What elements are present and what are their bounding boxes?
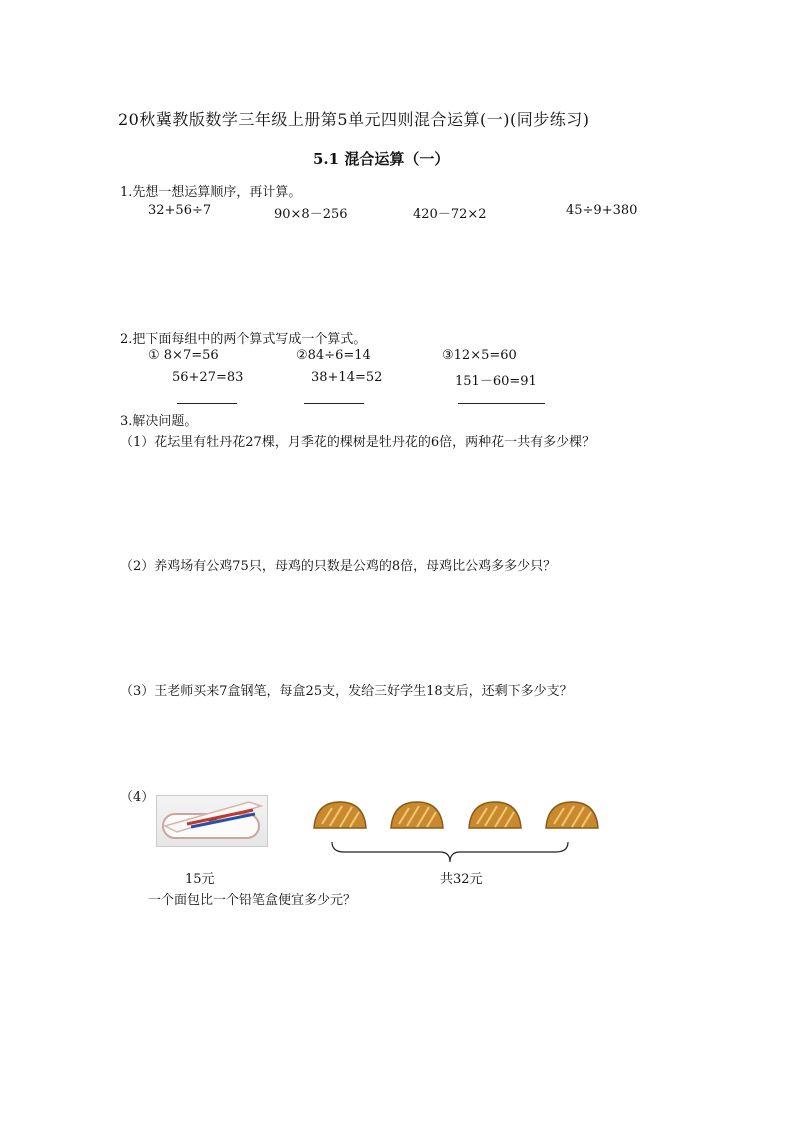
- bread-icon: [544, 800, 600, 830]
- q3-problem-4-label: （4）: [120, 790, 155, 805]
- curly-brace: [330, 840, 570, 864]
- page-title: 20秋冀教版数学三年级上册第5单元四则混合运算(一)(同步练习): [118, 110, 590, 129]
- q2-group-3-a: ③12×5=60: [442, 348, 517, 363]
- pencil-box-drawing: [157, 796, 267, 846]
- q2-prompt: 2.把下面每组中的两个算式写成一个算式。: [120, 332, 367, 347]
- pencil-box-image: [156, 795, 268, 847]
- q2-answer-line-2[interactable]: [304, 403, 364, 404]
- q2-group-1-a: ① 8×7=56: [148, 348, 219, 363]
- q3-problem-2: （2）养鸡场有公鸡75只，母鸡的只数是公鸡的8倍，母鸡比公鸡多多少只？: [120, 559, 557, 574]
- q3-problem-1: （1）花坛里有牡丹花27棵，月季花的棵树是牡丹花的6倍，两种花一共有多少棵？: [120, 435, 596, 450]
- q1-expr-3: 420－72×2: [413, 207, 487, 222]
- q2-group-3-b: 151－60=91: [455, 374, 537, 389]
- q1-expr-4: 45÷9+380: [566, 203, 638, 218]
- q2-group-2-b: 38+14=52: [311, 370, 383, 385]
- q2-answer-line-1[interactable]: [177, 403, 237, 404]
- q1-prompt: 1.先想一想运算顺序，再计算。: [120, 185, 302, 200]
- q3-problem-3: （3）王老师买来7盒钢笔，每盒25支，发给三好学生18支后，还剩下多少支？: [120, 684, 573, 699]
- q2-group-1-b: 56+27=83: [172, 370, 244, 385]
- bread-icon: [467, 800, 523, 830]
- section-subtitle: 5.1 混合运算（一）: [313, 150, 450, 168]
- q2-answer-line-3[interactable]: [458, 403, 545, 404]
- q3-problem-4-question: 一个面包比一个铅笔盒便宜多少元？: [148, 893, 357, 908]
- bread-icon: [389, 800, 445, 830]
- pencil-box-price: 15元: [185, 872, 215, 887]
- q1-expr-2: 90×8－256: [274, 207, 348, 222]
- q1-expr-1: 32+56÷7: [148, 203, 212, 218]
- bread-icon: [312, 800, 368, 830]
- q2-group-2-a: ②84÷6=14: [296, 348, 371, 363]
- q3-prompt: 3.解决问题。: [120, 414, 198, 429]
- bread-total-price: 共32元: [440, 872, 483, 887]
